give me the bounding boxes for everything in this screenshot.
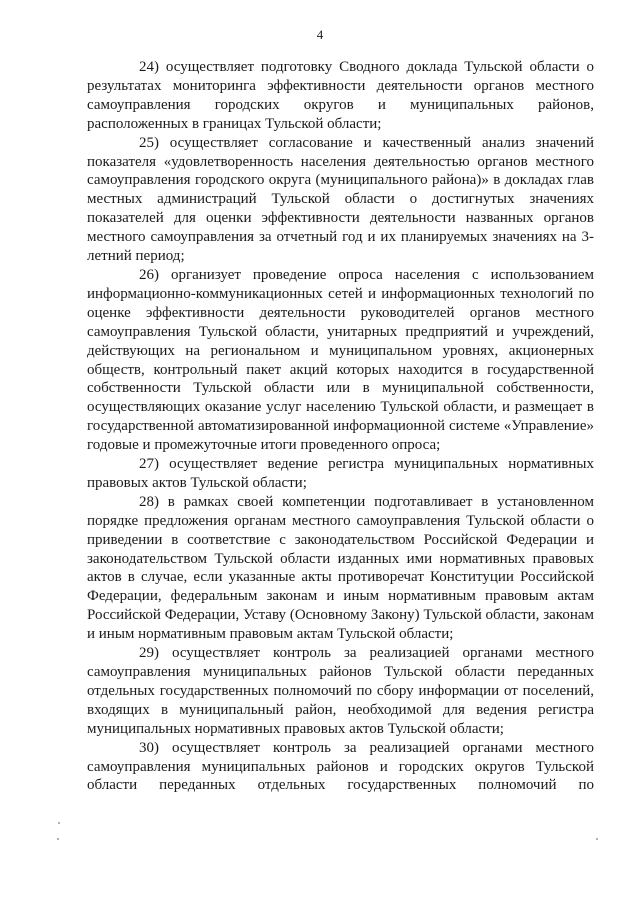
page-number: 4 — [316, 27, 324, 42]
document-body — [87, 58, 594, 795]
scan-speck — [58, 822, 60, 824]
paragraph-item-30: 30) осуществляет контроль за реализацией органами местного самоуправления муниципальных районов и городских округов Тульской области переданных отдельных государственных полномочий по — [87, 739, 594, 794]
paragraph-item-25: 25) осуществляет согласование и качественный анализ значений показателя «удовлетворенность населения деятельностью органов местного самоуправления городского округа (муниципального района)» в докладах глав местных администраций Тульской области о достигнутых значениях показателей для оценки эффективности деятельности названных органов местного самоуправления за отчетный год и их планируемых значениях на 3-летний период; — [87, 134, 594, 265]
paragraph-item-28: 28) в рамках своей компетенции подготавливает в установленном порядке предложения органам местного самоуправления Тульской области о приведении в соответствие с законодательством Российской Федерации и законодательством Тульской области изданных ими нормативных правовых актов в случае, если указанные акты противоречат Конституции Российской Федерации, федеральным законам и иным нормативным правовым актам Российской Федерации, Уставу (Основному Закону) Тульской области, законам и иным нормативным правовым актам Тульской области; — [87, 493, 594, 643]
scan-speck — [57, 838, 59, 840]
paragraph-item-26: 26) организует проведение опроса населения с использованием информационно-коммуникационных сетей и информационных технологий по оценке эффективности деятельности руководителей органов местного самоуправления Тульской области, унитарных предприятий и учреждений, действующих на региональном и муниципальном уровнях, акционерных обществ, контрольный пакет акций которых находится в государственной собственности Тульской области или в муниципальной собственности, осуществляющих оказание услуг населению Тульской области, и размещает в государственной автоматизированной информационной системе «Управление» годовые и промежуточные итоги проведенного опроса; — [87, 266, 594, 454]
paragraph-item-27: 27) осуществляет ведение регистра муниципальных нормативных правовых актов Тульской области; — [87, 456, 594, 491]
scan-speck — [596, 838, 598, 840]
paragraph-item-24: 24) осуществляет подготовку Сводного доклада Тульской области о результатах мониторинга эффективности деятельности органов местного самоуправления городских округов и муниципальных районов, расположенных в границах Тульской области; — [87, 59, 594, 132]
paragraph-item-29: 29) осуществляет контроль за реализацией органами местного самоуправления муниципальных районов Тульской области переданных отдельных государственных полномочий по сбору информации от поселений, входящих в муниципальный район, необходимой для ведения регистра муниципальных нормативных правовых актов Тульской области; — [87, 645, 594, 737]
